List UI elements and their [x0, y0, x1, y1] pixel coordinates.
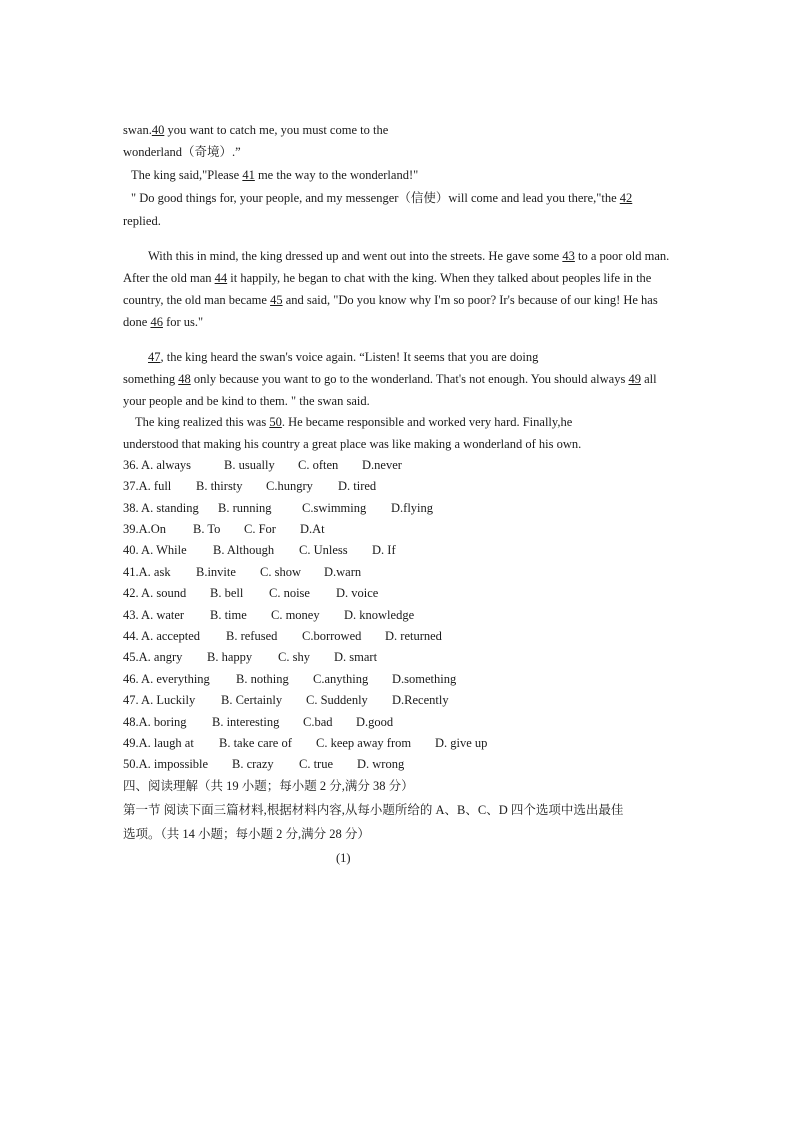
blank-45: 45 [270, 293, 283, 307]
question-50-b: B. crazy [232, 757, 274, 771]
blank-40: 40 [151, 123, 165, 137]
question-42-c: C. noise [269, 586, 310, 600]
question-38-c: C.swimming [302, 501, 367, 515]
section-instructions-cont: 选项。（共 14 小题；每小题 2 分,满分 28 分） [123, 827, 370, 841]
section-instructions: 第一节 阅读下面三篇材料,根据材料内容,从每小题所给的 A、B、C、D 四个选项中选出最佳 [123, 803, 624, 817]
question-39-b: B. To [193, 522, 221, 536]
question-45-d: D. smart [334, 650, 378, 664]
question-47-a: 47. A. Luckily [123, 693, 196, 707]
question-39-c: C. For [244, 522, 276, 536]
question-40-b: B. Although [213, 543, 275, 557]
question-37-b: B. thirsty [196, 479, 243, 493]
blank-44: 44 [214, 271, 228, 285]
question-40-c: C. Unless [299, 543, 348, 557]
question-47-b: B. Certainly [221, 693, 283, 707]
blank-41: 41 [242, 168, 255, 182]
blank-42: 42 [619, 191, 633, 205]
question-50-a: 50.A. impossible [123, 757, 209, 771]
question-43-b: B. time [210, 608, 247, 622]
blank-43: 43 [562, 249, 575, 263]
question-44-c: C.borrowed [302, 629, 362, 643]
question-45-c: C. shy [278, 650, 310, 664]
question-48-b: B. interesting [212, 715, 280, 729]
question-43-a: 43. A. water [123, 608, 185, 622]
question-39-a: 39.A.On [123, 522, 167, 536]
question-42-b: B. bell [210, 586, 244, 600]
question-43-d: D. knowledge [344, 608, 415, 622]
passage-line: swan.40 you want to catch me, you must come to the [123, 123, 389, 137]
blank-50: 50 [269, 415, 282, 429]
passage-number: (1) [336, 851, 351, 865]
question-49-d: D. give up [435, 736, 488, 750]
question-47-c: C. Suddenly [306, 693, 368, 707]
passage-line: done 46 for us." [123, 315, 204, 329]
passage-line: your people and be kind to them. " the swan said. [123, 394, 370, 408]
passage-line: understood that making his country a great place was like making a wonderland of his own. [123, 437, 582, 451]
question-48-a: 48.A. boring [123, 715, 187, 729]
question-44-b: B. refused [226, 629, 278, 643]
question-36-c: C. often [298, 458, 339, 472]
passage-line: After the old man 44 it happily, he began to chat with the king. When they talked about peoples life in the [123, 271, 652, 285]
question-40-d: D. If [372, 543, 396, 557]
question-44-a: 44. A. accepted [123, 629, 201, 643]
blank-48: 48 [178, 372, 191, 386]
question-36-a: 36. A. always [123, 458, 192, 472]
question-46-a: 46. A. everything [123, 672, 210, 686]
question-43-c: C. money [271, 608, 320, 622]
question-50-c: C. true [299, 757, 334, 771]
passage-line: With this in mind, the king dressed up and went out into the streets. He gave some 43 to a poor old man. [148, 249, 670, 263]
blank-49: 49 [628, 372, 641, 386]
question-49-c: C. keep away from [316, 736, 412, 750]
question-38-b: B. running [218, 501, 272, 515]
question-36-b: B. usually [224, 458, 275, 472]
question-37-d: D. tired [338, 479, 377, 493]
question-47-d: D.Recently [392, 693, 449, 707]
question-37-c: C.hungry [266, 479, 313, 493]
question-48-c: C.bad [303, 715, 333, 729]
question-40-a: 40. A. While [123, 543, 187, 557]
question-41-a: 41.A. ask [123, 565, 171, 579]
question-37-a: 37.A. full [123, 479, 172, 493]
passage-line: replied. [123, 214, 161, 228]
passage-line: The king said,"Please 41 me the way to the wonderland!" [131, 168, 419, 182]
question-45-a: 45.A. angry [123, 650, 183, 664]
passage-line: wonderland（奇境）.” [123, 145, 241, 159]
question-46-c: C.anything [313, 672, 369, 686]
question-42-d: D. voice [336, 586, 379, 600]
passage-line: something 48 only because you want to go to the wonderland. That's not enough. You should always 49 all [123, 372, 657, 386]
question-46-d: D.something [392, 672, 457, 686]
section-heading: 四、阅读理解（共 19 小题；每小题 2 分,满分 38 分） [123, 779, 414, 793]
question-49-a: 49.A. laugh at [123, 736, 194, 750]
question-42-a: 42. A. sound [123, 586, 187, 600]
blank-47: 47 [148, 350, 161, 364]
passage-line: " Do good things for, your people, and my messenger（信使）will come and lead you there,"the 42 [131, 191, 633, 205]
question-41-d: D.warn [324, 565, 362, 579]
question-38-d: D.flying [391, 501, 434, 515]
question-45-b: B. happy [207, 650, 253, 664]
question-44-d: D. returned [385, 629, 442, 643]
question-38-a: 38. A. standing [123, 501, 199, 515]
question-49-b: B. take care of [219, 736, 292, 750]
question-50-d: D. wrong [357, 757, 405, 771]
question-36-d: D.never [362, 458, 402, 472]
question-41-b: B.invite [196, 565, 236, 579]
passage-line: 47, the king heard the swan's voice again. “Listen! It seems that you are doing [148, 350, 539, 364]
blank-46: 46 [150, 315, 163, 329]
question-46-b: B. nothing [236, 672, 289, 686]
passage-line: The king realized this was 50. He became responsible and worked very hard. Finally,he [135, 415, 573, 429]
passage-line: country, the old man became 45 and said, "Do you know why I'm so poor? Ir's because of our king! He has [123, 293, 658, 307]
question-48-d: D.good [356, 715, 394, 729]
question-39-d: D.At [300, 522, 325, 536]
question-41-c: C. show [260, 565, 301, 579]
